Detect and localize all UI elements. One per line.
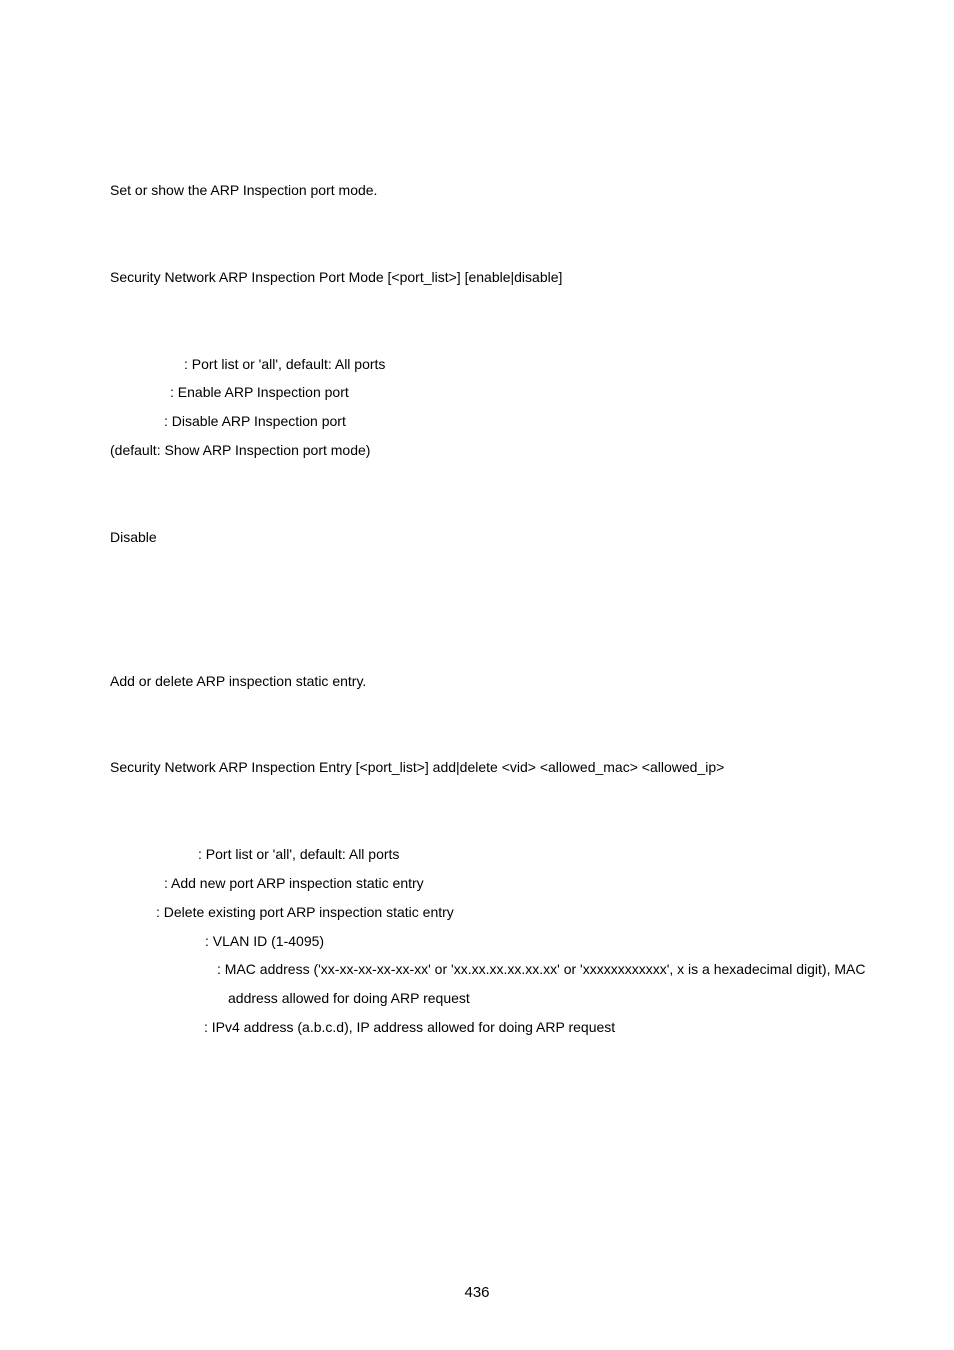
- param-disable: : Disable ARP Inspection port: [164, 413, 346, 429]
- description-static-entry: Add or delete ARP inspection static entry.: [110, 673, 367, 689]
- param-enable: : Enable ARP Inspection port: [170, 384, 349, 400]
- description-port-mode: Set or show the ARP Inspection port mode.: [110, 182, 378, 198]
- page-number: 436: [464, 1284, 490, 1301]
- default-value: Disable: [110, 529, 157, 545]
- param-delete: : Delete existing port ARP inspection static entry: [156, 904, 454, 920]
- param-allowed-ip: : IPv4 address (a.b.c.d), IP address allowed for doing ARP request: [204, 1019, 616, 1035]
- param-allowed-mac: : MAC address ('xx-xx-xx-xx-xx-xx' or 'xx.xx.xx.xx.xx.xx' or 'xxxxxxxxxxxx', x is a hexadecimal digit), MAC: [217, 961, 866, 977]
- param-allowed-mac-continued: address allowed for doing ARP request: [228, 990, 470, 1006]
- syntax-static-entry: Security Network ARP Inspection Entry [<port_list>] add|delete <vid> <allowed_mac> <allowed_ip>: [110, 759, 725, 775]
- param-vid: : VLAN ID (1-4095): [205, 933, 325, 949]
- param-port-list-entry: : Port list or 'all', default: All ports: [198, 846, 400, 862]
- default-note: (default: Show ARP Inspection port mode): [110, 442, 371, 458]
- param-port-list: : Port list or 'all', default: All ports: [184, 356, 386, 372]
- param-add: : Add new port ARP inspection static entry: [164, 875, 424, 891]
- syntax-port-mode: Security Network ARP Inspection Port Mode [<port_list>] [enable|disable]: [110, 269, 563, 285]
